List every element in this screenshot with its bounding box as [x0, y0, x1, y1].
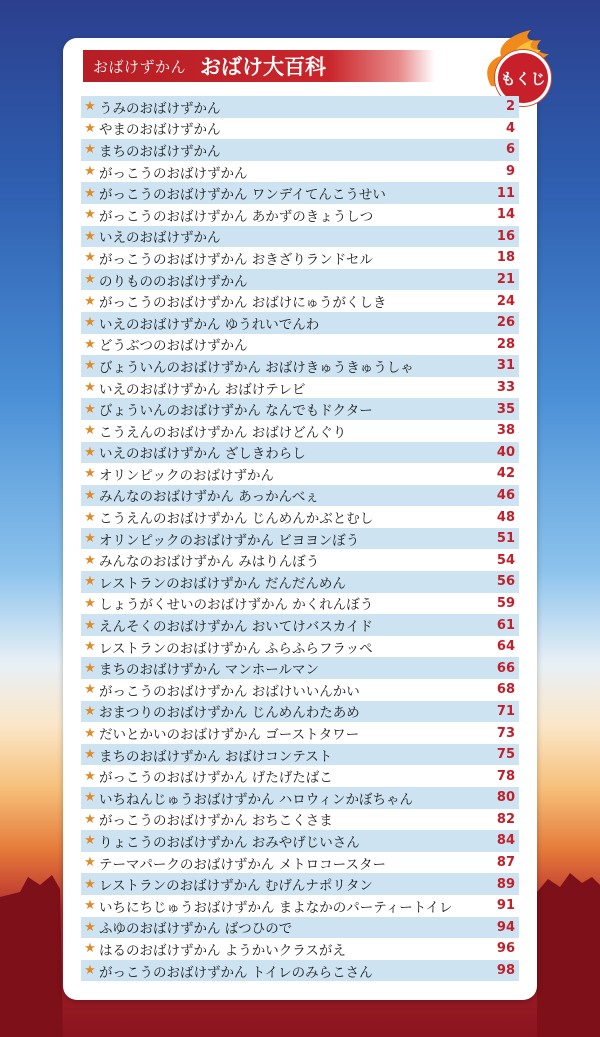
toc-entry-title: レストランのおばけずかん ふらふらフラッペ — [99, 640, 373, 657]
star-icon: ★ — [84, 142, 96, 158]
toc-entry-page: 78 — [496, 768, 515, 784]
toc-entry-title: がっこうのおばけずかん トイレのみらこさん — [99, 964, 373, 981]
contents-badge — [471, 28, 551, 102]
star-icon: ★ — [84, 99, 96, 115]
star-icon: ★ — [84, 207, 96, 223]
toc-entry-title: がっこうのおばけずかん おばけにゅうがくしき — [99, 295, 387, 312]
toc-entry-title: のりもののおばけずかん — [99, 273, 248, 290]
toc-entry-page: 26 — [496, 315, 515, 331]
toc-entry-page: 71 — [496, 703, 515, 719]
toc-entry-title: がっこうのおばけずかん げたげたばこ — [99, 770, 333, 787]
star-icon: ★ — [84, 250, 96, 266]
toc-entry[interactable] — [81, 118, 519, 140]
toc-entry[interactable] — [81, 204, 519, 226]
toc-entry-page: 18 — [496, 250, 515, 266]
toc-entry-title: がっこうのおばけずかん あかずのきょうしつ — [99, 208, 374, 225]
star-icon: ★ — [84, 358, 96, 374]
toc-entry-title: いえのおばけずかん おばけテレビ — [99, 381, 306, 398]
toc-entry[interactable] — [81, 528, 519, 550]
toc-entry[interactable] — [81, 549, 519, 571]
toc-entry[interactable] — [81, 830, 519, 852]
toc-entry-title: やまのおばけずかん — [99, 122, 221, 139]
star-icon: ★ — [84, 790, 96, 806]
toc-entry[interactable] — [81, 679, 519, 701]
toc-entry-page: 35 — [496, 401, 515, 417]
toc-entry[interactable] — [81, 226, 519, 248]
toc-entry-page: 28 — [496, 336, 515, 352]
toc-entry[interactable] — [81, 744, 519, 766]
toc-entry-page: 94 — [496, 919, 515, 935]
toc-entry-title: えんそくのおばけずかん おいてけバスカイド — [99, 619, 373, 636]
toc-entry-title: だいとかいのおばけずかん ゴーストタワー — [99, 727, 360, 744]
toc-entry[interactable] — [81, 485, 519, 507]
toc-entry-page: 89 — [496, 876, 515, 892]
toc-entry[interactable] — [81, 290, 519, 312]
series-subtitle: おばけずかん — [93, 57, 187, 76]
toc-entry-page: 2 — [505, 99, 515, 115]
star-icon: ★ — [84, 380, 96, 396]
table-of-contents — [81, 96, 519, 981]
toc-entry-page: 98 — [496, 963, 515, 979]
contents-label: もくじ — [495, 50, 551, 106]
toc-entry-page: 75 — [496, 747, 515, 763]
star-icon: ★ — [84, 293, 96, 309]
page-title — [200, 39, 345, 81]
toc-entry-title: がっこうのおばけずかん — [99, 165, 248, 182]
toc-entry[interactable] — [81, 787, 519, 809]
toc-entry-title: まちのおばけずかん マンホールマン — [99, 662, 320, 679]
toc-entry[interactable] — [81, 161, 519, 183]
toc-entry[interactable] — [81, 398, 519, 420]
star-icon: ★ — [84, 617, 96, 633]
toc-entry-title: いえのおばけずかん ざしきわらし — [99, 446, 306, 463]
toc-entry[interactable] — [81, 334, 519, 356]
toc-entry-page: 6 — [505, 142, 515, 158]
toc-entry-title: まちのおばけずかん おばけコンテスト — [99, 748, 333, 765]
toc-entry-page: 82 — [496, 811, 515, 827]
toc-entry-title: がっこうのおばけずかん おきざりランドセル — [99, 251, 373, 268]
toc-entry-title: がっこうのおばけずかん おばけいいんかい — [99, 683, 360, 700]
toc-entry-page: 24 — [496, 293, 515, 309]
toc-entry[interactable] — [81, 247, 519, 269]
toc-entry-page: 59 — [496, 595, 515, 611]
star-icon: ★ — [84, 682, 96, 698]
title-furigana: だいひゃっか — [266, 39, 345, 47]
toc-entry-title: みんなのおばけずかん あっかんべぇ — [99, 489, 319, 506]
toc-entry[interactable] — [81, 355, 519, 377]
toc-entry-title: こうえんのおばけずかん じんめんかぶとむし — [99, 511, 374, 528]
toc-entry-page: 66 — [496, 660, 515, 676]
toc-entry[interactable] — [81, 182, 519, 204]
star-icon: ★ — [84, 272, 96, 288]
toc-entry[interactable] — [81, 960, 519, 982]
star-icon: ★ — [84, 552, 96, 568]
toc-entry-page: 48 — [496, 509, 515, 525]
toc-entry-title: びょういんのおばけずかん なんでもドクター — [99, 403, 373, 420]
toc-entry-title: ふゆのおばけずかん ばつひので — [99, 921, 293, 938]
star-icon: ★ — [84, 855, 96, 871]
toc-entry-page: 80 — [496, 790, 515, 806]
star-icon: ★ — [84, 768, 96, 784]
star-icon: ★ — [84, 164, 96, 180]
star-icon: ★ — [84, 660, 96, 676]
toc-entry-page: 87 — [496, 855, 515, 871]
toc-entry-title: オリンピックのおばけずかん ビヨヨンぼう — [99, 532, 360, 549]
star-icon: ★ — [84, 185, 96, 201]
toc-entry[interactable] — [81, 873, 519, 895]
toc-entry-page: 4 — [505, 120, 515, 136]
star-icon: ★ — [84, 595, 96, 611]
star-icon: ★ — [84, 639, 96, 655]
toc-entry[interactable] — [81, 420, 519, 442]
toc-entry[interactable] — [81, 917, 519, 939]
toc-entry-page: 91 — [496, 898, 515, 914]
toc-entry-title: こうえんのおばけずかん おばけどんぐり — [99, 424, 347, 441]
toc-entry-page: 42 — [496, 466, 515, 482]
star-icon: ★ — [84, 898, 96, 914]
toc-entry-page: 54 — [496, 552, 515, 568]
toc-entry-page: 40 — [496, 444, 515, 460]
toc-entry-title: はるのおばけずかん ようかいクラスがえ — [99, 942, 346, 959]
toc-entry[interactable] — [81, 506, 519, 528]
toc-entry[interactable] — [81, 636, 519, 658]
star-icon: ★ — [84, 336, 96, 352]
star-icon: ★ — [84, 725, 96, 741]
toc-entry[interactable] — [81, 571, 519, 593]
toc-entry[interactable] — [81, 938, 519, 960]
toc-entry[interactable] — [81, 269, 519, 291]
page-title-text: おばけ大百科 — [200, 55, 327, 79]
toc-entry-page: 68 — [496, 682, 515, 698]
toc-entry[interactable] — [81, 463, 519, 485]
toc-entry[interactable] — [81, 593, 519, 615]
toc-entry[interactable] — [81, 657, 519, 679]
star-icon: ★ — [84, 811, 96, 827]
star-icon: ★ — [84, 919, 96, 935]
toc-entry-page: 51 — [496, 531, 515, 547]
star-icon: ★ — [84, 876, 96, 892]
star-icon: ★ — [84, 487, 96, 503]
toc-entry[interactable] — [81, 139, 519, 161]
toc-entry-title: りょこうのおばけずかん おみやげじいさん — [99, 834, 360, 851]
star-icon: ★ — [84, 509, 96, 525]
star-icon: ★ — [84, 444, 96, 460]
toc-entry[interactable] — [81, 765, 519, 787]
toc-entry[interactable] — [81, 312, 519, 334]
toc-entry[interactable] — [81, 809, 519, 831]
toc-entry-page: 96 — [496, 941, 515, 957]
toc-entry-page: 38 — [496, 423, 515, 439]
star-icon: ★ — [84, 466, 96, 482]
star-icon: ★ — [84, 963, 96, 979]
toc-entry-title: オリンピックのおばけずかん — [99, 467, 274, 484]
toc-entry-page: 84 — [496, 833, 515, 849]
toc-entry[interactable] — [81, 722, 519, 744]
toc-entry-page: 56 — [496, 574, 515, 590]
toc-entry-page: 11 — [496, 185, 515, 201]
toc-entry-title: レストランのおばけずかん むげんナポリタン — [99, 878, 373, 895]
toc-entry-title: いえのおばけずかん — [99, 230, 221, 247]
toc-entry-page: 14 — [496, 207, 515, 223]
toc-entry-title: いちにちじゅうおばけずかん まよなかのパーティートイレ — [99, 899, 453, 916]
toc-entry-page: 73 — [496, 725, 515, 741]
toc-entry-title: テーマパークのおばけずかん メトロコースター — [99, 856, 386, 873]
star-icon: ★ — [84, 401, 96, 417]
toc-entry-title: まちのおばけずかん — [99, 143, 221, 160]
toc-entry-title: いちねんじゅうおばけずかん ハロウィンかぼちゃん — [99, 791, 413, 808]
toc-entry-page: 16 — [496, 228, 515, 244]
toc-entry[interactable] — [81, 377, 519, 399]
toc-entry-title: おまつりのおばけずかん じんめんわたあめ — [99, 705, 360, 722]
toc-entry-page: 64 — [496, 639, 515, 655]
toc-entry[interactable] — [81, 852, 519, 874]
star-icon: ★ — [84, 423, 96, 439]
star-icon: ★ — [84, 531, 96, 547]
toc-entry-title: みんなのおばけずかん みはりんぼう — [99, 554, 320, 571]
toc-entry[interactable] — [81, 701, 519, 723]
toc-entry-title: がっこうのおばけずかん おちこくさま — [99, 813, 333, 830]
toc-entry-page: 9 — [505, 164, 515, 180]
toc-entry-title: がっこうのおばけずかん ワンデイてんこうせい — [99, 187, 386, 204]
star-icon: ★ — [84, 315, 96, 331]
toc-entry[interactable] — [81, 96, 519, 118]
toc-entry-page: 31 — [496, 358, 515, 374]
toc-entry[interactable] — [81, 614, 519, 636]
toc-entry-title: びょういんのおばけずかん おばけきゅうきゅうしゃ — [99, 359, 414, 376]
star-icon: ★ — [84, 833, 96, 849]
toc-entry-title: レストランのおばけずかん だんだんめん — [99, 575, 346, 592]
toc-entry-title: どうぶつのおばけずかん — [99, 338, 248, 355]
star-icon: ★ — [84, 941, 96, 957]
toc-card — [63, 38, 546, 1000]
star-icon: ★ — [84, 120, 96, 136]
toc-entry-page: 33 — [496, 380, 515, 396]
toc-entry-title: しょうがくせいのおばけずかん かくれんぼう — [99, 597, 374, 614]
toc-entry-title: うみのおばけずかん — [99, 100, 221, 117]
toc-entry-title: いえのおばけずかん ゆうれいでんわ — [99, 316, 320, 333]
title-banner — [83, 39, 435, 82]
toc-entry-page: 46 — [496, 487, 515, 503]
star-icon: ★ — [84, 574, 96, 590]
toc-entry[interactable] — [81, 895, 519, 917]
toc-entry-page: 21 — [496, 272, 515, 288]
toc-entry-page: 61 — [496, 617, 515, 633]
star-icon: ★ — [84, 747, 96, 763]
star-icon: ★ — [84, 228, 96, 244]
star-icon: ★ — [84, 703, 96, 719]
toc-entry[interactable] — [81, 442, 519, 464]
